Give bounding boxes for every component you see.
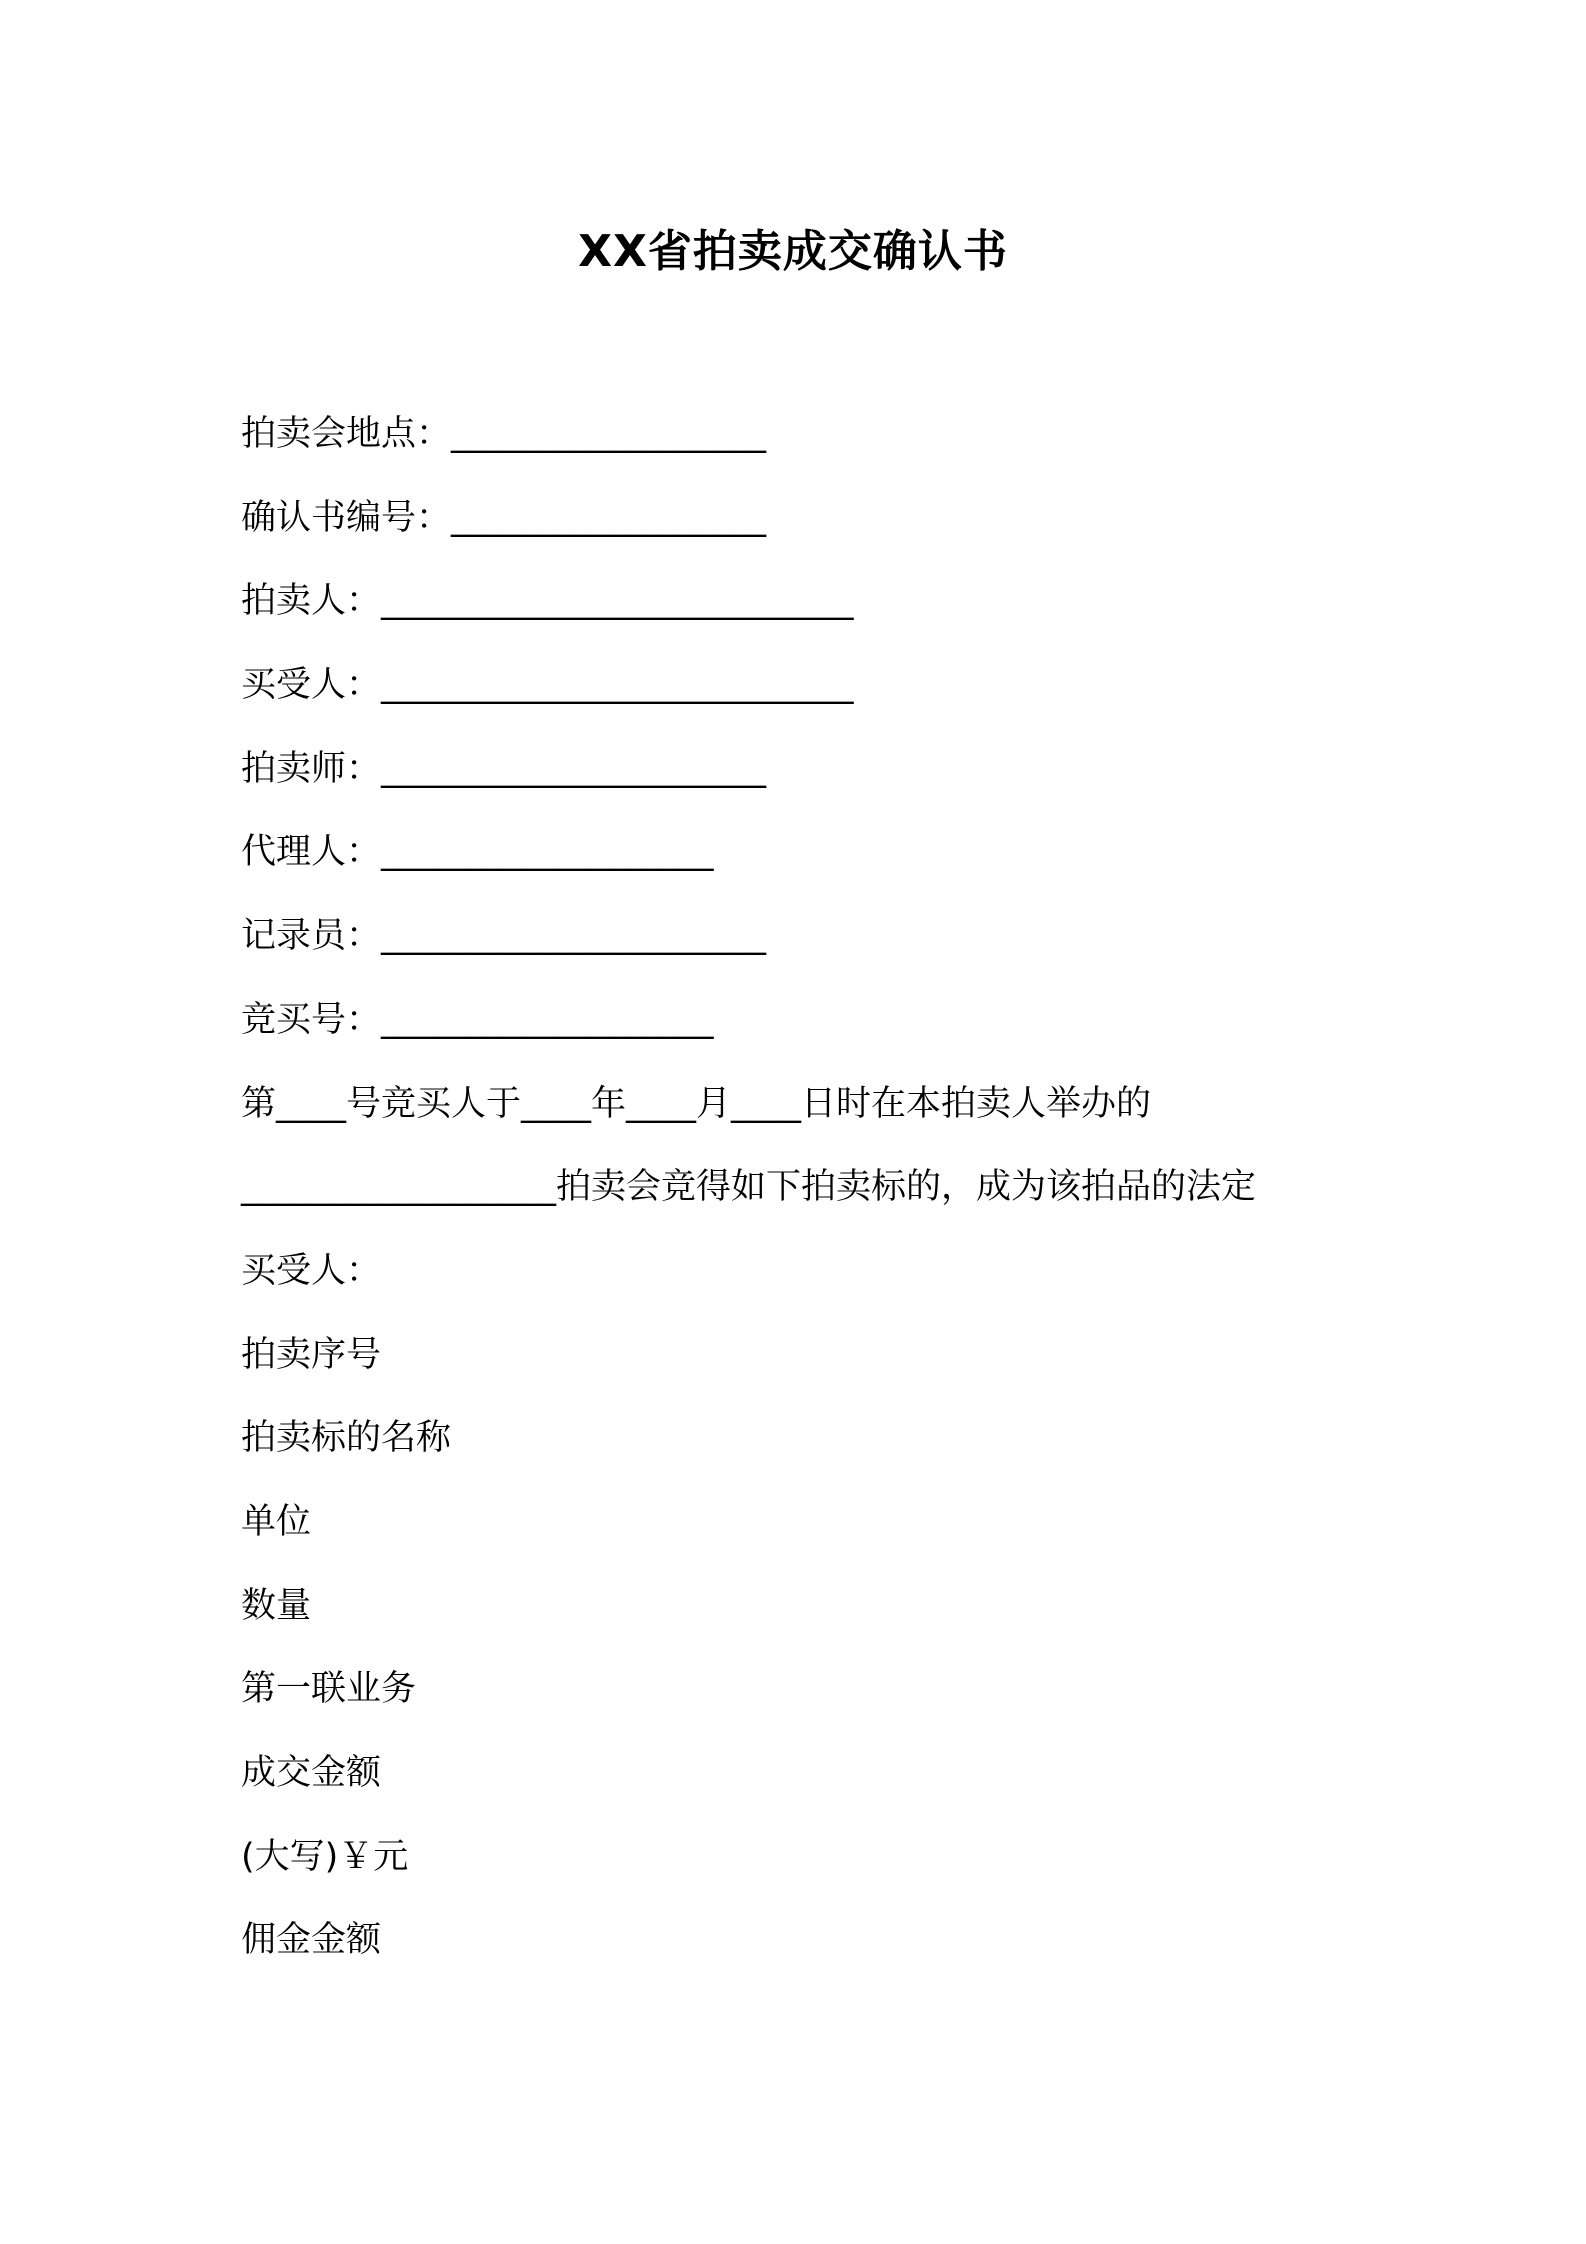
lot-number-label: 拍卖序号 — [241, 1334, 382, 1375]
unit-label: 单位 — [241, 1501, 312, 1542]
agent-line: 代理人：___________________ — [241, 832, 714, 873]
auctioneer-line: 拍卖师：______________________ — [241, 748, 767, 789]
statement-line-3: 买受人： — [241, 1250, 382, 1291]
lot-name-label: 拍卖标的名称 — [241, 1418, 452, 1459]
bid-number-line: 竞买号：___________________ — [241, 999, 714, 1040]
commission-amount-label: 佣金金额 — [241, 1920, 382, 1961]
copy-label: 第一联业务 — [241, 1669, 417, 1710]
hammer-price-label: 成交金额 — [241, 1753, 382, 1793]
statement-line-2: __________________拍卖会竞得如下拍卖标的，成为该拍品的法定 — [241, 1167, 1257, 1208]
amount-in-words-label: (大写)￥元 — [241, 1836, 409, 1877]
confirmation-number-line: 确认书编号：__________________ — [241, 497, 767, 538]
auctioneer-company-line: 拍卖人：___________________________ — [241, 581, 854, 622]
recorder-line: 记录员：______________________ — [241, 916, 767, 957]
document-body — [241, 406, 1391, 1996]
statement-line-1: 第____号竞买人于____年____月____日时在本拍卖人举办的 — [241, 1083, 1152, 1124]
buyer-line: 买受人：___________________________ — [241, 665, 854, 706]
quantity-label: 数量 — [241, 1585, 312, 1626]
document-title: XX省拍卖成交确认书 — [578, 226, 1008, 277]
auction-venue-line: 拍卖会地点：__________________ — [241, 414, 767, 454]
